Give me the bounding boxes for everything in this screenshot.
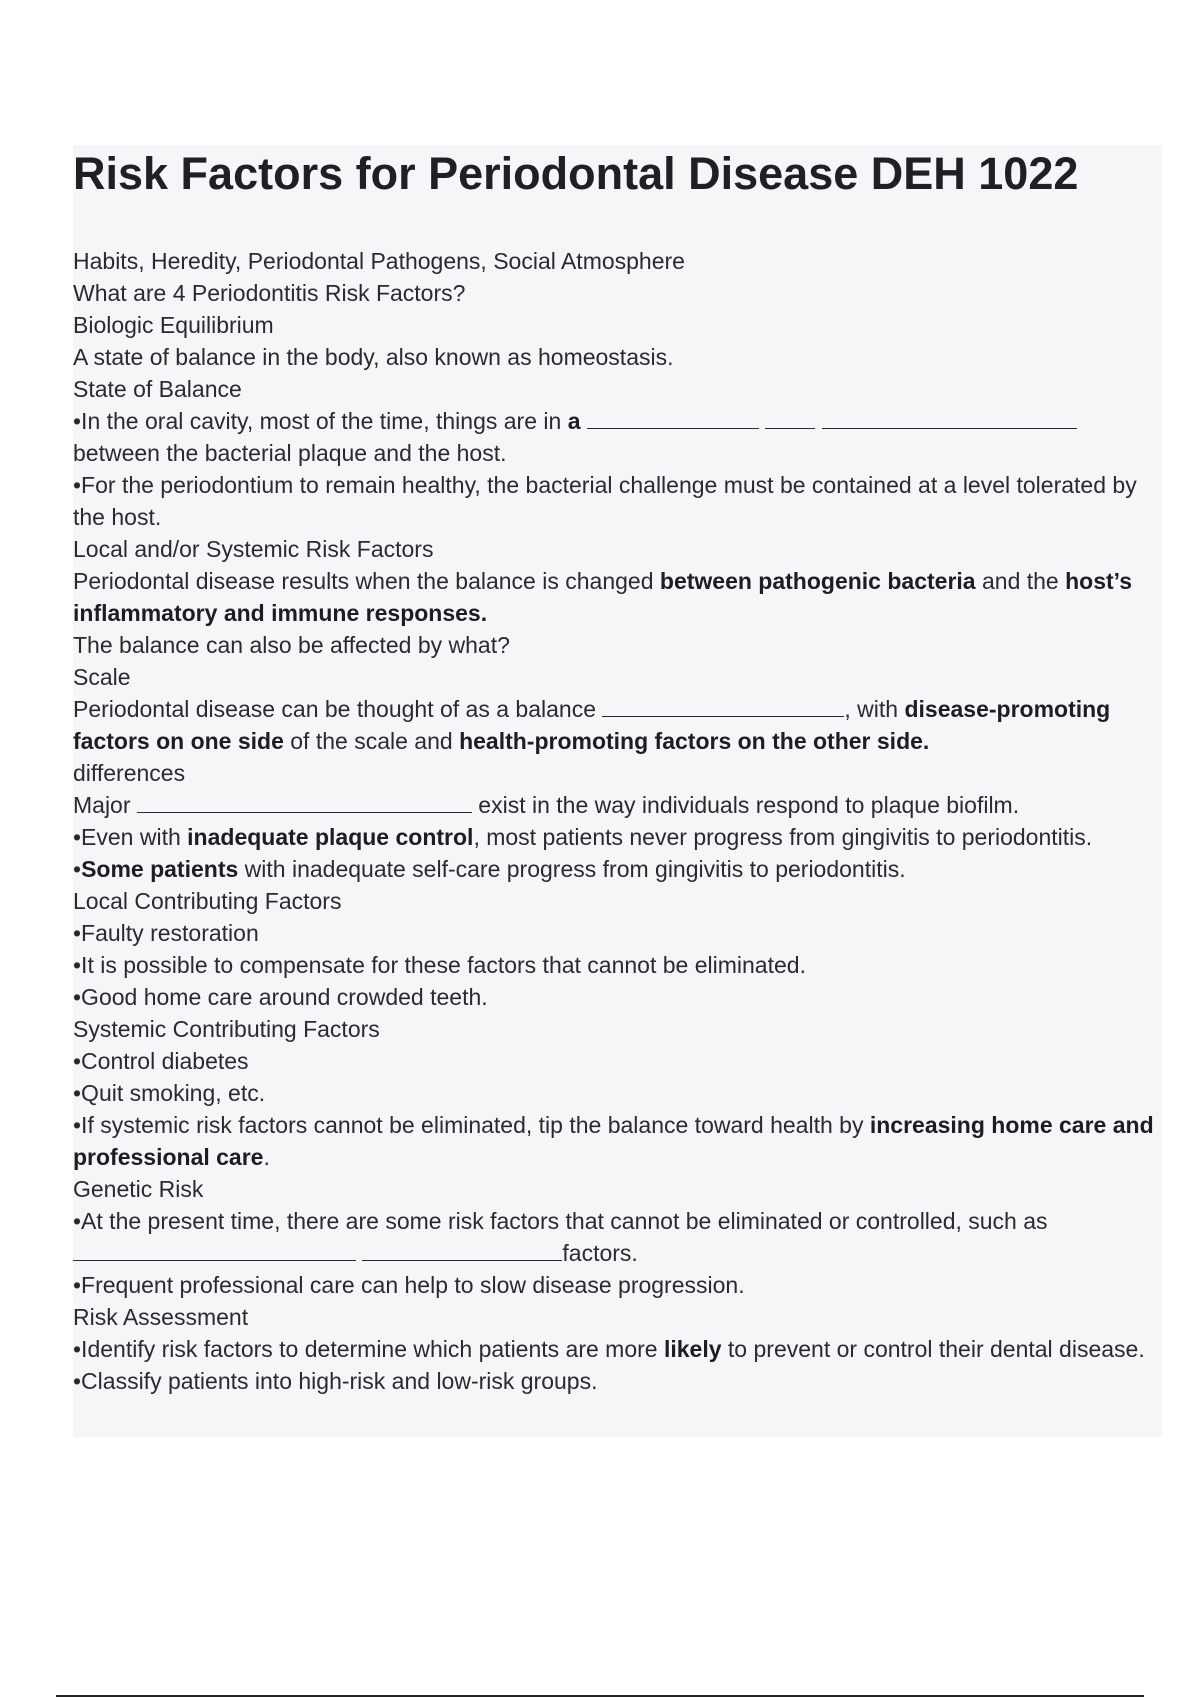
definition-text: Periodontal disease results when the balance is changed xyxy=(73,568,660,594)
definition-text: of the scale and xyxy=(283,728,460,754)
text-line xyxy=(73,405,1162,437)
bullet-text: •Quit smoking, etc. xyxy=(73,1080,266,1106)
document-title: Risk Factors for Periodontal Disease DEH 1022 xyxy=(73,148,1079,199)
bold-text: host’s inflammatory and immune responses. xyxy=(73,568,1133,626)
bullet-text: •For the periodontium to remain healthy, the bacterial challenge must be contained at a level tolerated by the host. xyxy=(73,472,1137,530)
fill-in-blank xyxy=(602,694,844,717)
fill-in-blank xyxy=(73,1238,356,1261)
question-text: What are 4 Periodontitis Risk Factors? xyxy=(73,280,466,306)
fill-in-blank xyxy=(362,1238,562,1261)
fill-in-blank xyxy=(587,406,759,429)
text-line xyxy=(73,1205,1162,1237)
text-line xyxy=(73,437,1162,469)
text-line xyxy=(73,885,1162,917)
fill-in-blank xyxy=(822,406,1077,429)
fill-in-blank xyxy=(137,790,472,813)
bold-text: likely xyxy=(663,1336,722,1362)
document-body xyxy=(73,245,1162,1397)
bullet-text: •Classify patients into high-risk and low-risk groups. xyxy=(73,1368,598,1394)
text-line xyxy=(73,661,1162,693)
text-continuation: factors. xyxy=(562,1240,638,1266)
bullet-text: , most patients never progress from gingivitis to periodontitis. xyxy=(473,824,1093,850)
text-line xyxy=(73,917,1162,949)
bold-text: health-promoting factors on the other side. xyxy=(459,728,930,754)
term-text: Biologic Equilibrium xyxy=(73,312,274,338)
footer-divider xyxy=(56,1695,1144,1697)
term-text: State of Balance xyxy=(73,376,242,402)
bold-text: disease-promoting factors on one side xyxy=(73,696,1111,754)
text-line xyxy=(73,533,1162,565)
bullet-text: to prevent or control their dental disease. xyxy=(721,1336,1145,1362)
text-line xyxy=(73,853,1162,885)
text-line xyxy=(73,373,1162,405)
bullet-text: . xyxy=(263,1144,270,1170)
text-line xyxy=(73,1045,1162,1077)
text-line xyxy=(73,245,1162,277)
bold-text: between pathogenic bacteria xyxy=(659,568,976,594)
text-line xyxy=(73,1013,1162,1045)
text-line xyxy=(73,1269,1162,1301)
definition-text: exist in the way individuals respond to plaque biofilm. xyxy=(471,792,1020,818)
bullet-text: •Identify risk factors to determine which patients are more xyxy=(73,1336,664,1362)
term-text: Risk Assessment xyxy=(73,1304,249,1330)
text-line xyxy=(73,1077,1162,1109)
definition-text: and the xyxy=(975,568,1066,594)
text-line xyxy=(73,789,1162,821)
bullet-text: •Good home care around crowded teeth. xyxy=(73,984,488,1010)
text-line xyxy=(73,341,1162,373)
term-text: Genetic Risk xyxy=(73,1176,204,1202)
text-line xyxy=(73,981,1162,1013)
bullet-text: •If systemic risk factors cannot be eliminated, tip the balance toward health by xyxy=(73,1112,870,1138)
text-line xyxy=(73,1301,1162,1333)
bullet-text: •Frequent professional care can help to slow disease progression. xyxy=(73,1272,745,1298)
term-text: Systemic Contributing Factors xyxy=(73,1016,380,1042)
text-line xyxy=(73,1109,1162,1173)
text-line xyxy=(73,693,1162,757)
bold-text: increasing home care and professional care xyxy=(73,1112,1154,1170)
definition-text: , with xyxy=(844,696,905,722)
bullet-text: with inadequate self-care progress from gingivitis to periodontitis. xyxy=(238,856,906,882)
term-text: Local Contributing Factors xyxy=(73,888,342,914)
text-line xyxy=(73,277,1162,309)
bullet-text: •Even with xyxy=(73,824,188,850)
text-line xyxy=(73,1173,1162,1205)
risk-factors-answer: Habits, Heredity, Periodontal Pathogens, Social Atmosphere xyxy=(73,248,685,274)
text-line xyxy=(73,1237,1162,1269)
bullet-text: •It is possible to compensate for these factors that cannot be eliminated. xyxy=(73,952,806,978)
bullet-text: • xyxy=(73,856,82,882)
bold-text: inadequate plaque control xyxy=(187,824,474,850)
text-line xyxy=(73,757,1162,789)
question-text: The balance can also be affected by what? xyxy=(73,632,510,658)
bold-text: a xyxy=(567,408,581,434)
text-line xyxy=(73,821,1162,853)
text-line xyxy=(73,949,1162,981)
text-continuation: between the bacterial plaque and the host. xyxy=(73,440,507,466)
text-line xyxy=(73,1365,1162,1397)
text-line xyxy=(73,629,1162,661)
term-text: differences xyxy=(73,760,186,786)
bullet-text: •Faulty restoration xyxy=(73,920,259,946)
definition-text: Major xyxy=(73,792,137,818)
text-line xyxy=(73,565,1162,629)
bullet-text: •In the oral cavity, most of the time, things are in xyxy=(73,408,568,434)
definition-text: A state of balance in the body, also known as homeostasis. xyxy=(73,344,674,370)
term-text: Local and/or Systemic Risk Factors xyxy=(73,536,434,562)
term-text: Scale xyxy=(73,664,131,690)
text-line xyxy=(73,309,1162,341)
definition-text: Periodontal disease can be thought of as a balance xyxy=(73,696,603,722)
fill-in-blank xyxy=(765,406,815,429)
bold-text: Some patients xyxy=(81,856,239,882)
text-line xyxy=(73,469,1162,533)
text-line xyxy=(73,1333,1162,1365)
bullet-text: •Control diabetes xyxy=(73,1048,249,1074)
bullet-text: •At the present time, there are some risk factors that cannot be eliminated or controlled, such as xyxy=(73,1208,1048,1234)
